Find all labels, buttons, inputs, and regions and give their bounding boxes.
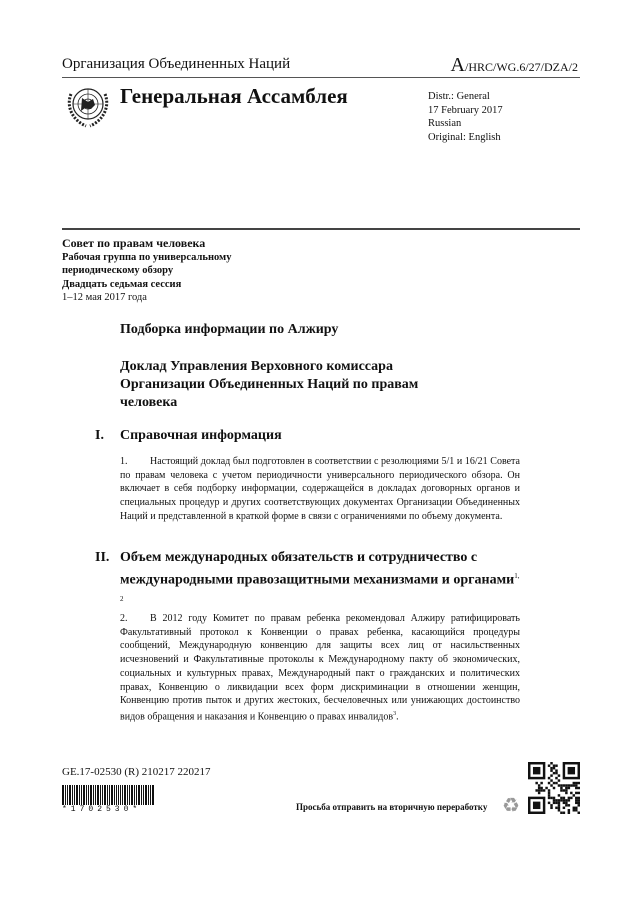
barcode-bar xyxy=(141,785,142,805)
barcode-bar xyxy=(76,785,78,805)
barcode-bar xyxy=(69,785,71,805)
session-dates: 1–12 мая 2017 года xyxy=(62,292,147,303)
barcode-bar xyxy=(104,785,106,805)
session: Двадцать седьмая сессия xyxy=(62,278,182,290)
recycle-icon: ♻ xyxy=(502,795,520,817)
barcode-bar xyxy=(136,785,137,805)
council-block xyxy=(62,237,231,305)
barcode-bar xyxy=(143,785,144,805)
barcode xyxy=(62,785,154,805)
symbol-prefix: A xyxy=(450,54,465,76)
barcode-bar xyxy=(65,785,66,805)
barcode-bar xyxy=(72,785,73,805)
barcode-bar xyxy=(88,785,89,805)
barcode-bar xyxy=(79,785,80,805)
un-emblem-icon xyxy=(64,82,112,130)
paragraph-end: . xyxy=(396,711,399,723)
section-heading: Справочная информация xyxy=(120,428,282,443)
barcode-bar xyxy=(62,785,64,805)
heading-text: Объем международных обязательств и сотрудничество с международными правозащитными механизмами и органами xyxy=(120,550,515,588)
working-group-line2: периодическому обзору xyxy=(62,265,174,276)
barcode-bar xyxy=(120,785,121,805)
barcode-bar xyxy=(138,785,140,805)
recycle-text: Просьба отправить на вторичную переработку xyxy=(296,802,488,812)
barcode-bar xyxy=(148,785,149,805)
barcode-bar xyxy=(134,785,135,805)
qr-code xyxy=(528,762,580,814)
footnote-ref[interactable]: 1, 2 xyxy=(120,572,520,603)
barcode-bar xyxy=(109,785,110,805)
section-number: II. xyxy=(95,550,110,565)
barcode-bar xyxy=(74,785,75,805)
original-line: Original: English xyxy=(428,131,501,143)
working-group-line1: Рабочая группа по универсальному xyxy=(62,251,232,263)
section-number: I. xyxy=(95,428,104,443)
barcode-bar xyxy=(95,785,96,805)
barcode-bar xyxy=(111,785,113,805)
barcode-bar xyxy=(107,785,108,805)
barcode-number: *1702530* xyxy=(62,805,142,814)
barcode-bar xyxy=(86,785,87,805)
distribution-block xyxy=(428,90,503,144)
barcode-bar xyxy=(83,785,85,805)
barcode-bar xyxy=(145,785,147,805)
header-rule xyxy=(62,77,580,78)
footnote-ref[interactable]: 3 xyxy=(393,710,397,717)
barcode-bar xyxy=(97,785,99,805)
barcode-bar xyxy=(102,785,103,805)
thick-rule xyxy=(62,228,580,230)
paragraph-text: Настоящий доклад был подготовлен в соответствии с резолюциями 5/1 и 16/21 Совета по правам человека с учетом периодичности универсального периодического обзора. Он включает в себя подборку информации, содержащейся в докладах договорных органов и специальных процедур и других соответствующих документах Организации Объединенных Наций и представленной в краткой форме в связи с ограничениями по объему документа. xyxy=(120,456,520,522)
section-heading xyxy=(120,549,520,612)
barcode-bar xyxy=(100,785,101,805)
document-title: Подборка информации по Алжиру xyxy=(120,322,339,337)
barcode-bar xyxy=(152,785,154,805)
barcode-bar xyxy=(150,785,151,805)
barcode-bar xyxy=(116,785,117,805)
organization-name: Организация Объединенных Наций xyxy=(62,56,291,72)
paragraph-2 xyxy=(120,612,520,724)
barcode-bar xyxy=(127,785,128,805)
language-line: Russian xyxy=(428,118,462,129)
barcode-bar xyxy=(81,785,82,805)
barcode-bar xyxy=(129,785,130,805)
barcode-bar xyxy=(93,785,94,805)
symbol-code: /HRC/WG.6/27/DZA/2 xyxy=(465,60,578,74)
council-name: Совет по правам человека xyxy=(62,236,206,250)
paragraph-number: 1. xyxy=(120,456,128,467)
barcode-bar xyxy=(131,785,133,805)
barcode-bar xyxy=(114,785,115,805)
job-number: GE.17-02530 (R) 210217 220217 xyxy=(62,766,211,778)
date-line: 17 February 2017 xyxy=(428,104,503,116)
document-subtitle: Доклад Управления Верховного комиссара Организации Объединенных Наций по правам человека xyxy=(120,359,419,410)
document-symbol xyxy=(451,54,578,77)
paragraph-number: 2. xyxy=(120,613,128,624)
barcode-bar xyxy=(118,785,120,805)
distr-line: Distr.: General xyxy=(428,91,490,102)
barcode-bar xyxy=(122,785,123,805)
paragraph-1 xyxy=(120,455,520,524)
body-name: Генеральная Ассамблея xyxy=(120,84,348,108)
barcode-bar xyxy=(67,785,68,805)
barcode-bar xyxy=(90,785,92,805)
paragraph-text: В 2012 году Комитет по правам ребенка рекомендовал Алжиру ратифицировать Факультативный протокол к Конвенции о правах ребенка, касающийся процедуры сообщений, Международную конвенцию для защиты всех лиц от насильственных исчезновений и Факультативные протоколы к Международному пакту об экономических, социальных и культурных правах, Международный пакт о гражданских и политических правах, Конвенцию о ликвидации всех форм дискриминации в отношении женщин, Конвенцию против пыток и других жестоких, бесчеловечных или унижающих достоинство видов обращения и наказания и Конвенцию о правах инвалидов xyxy=(120,613,520,723)
barcode-bar xyxy=(124,785,126,805)
